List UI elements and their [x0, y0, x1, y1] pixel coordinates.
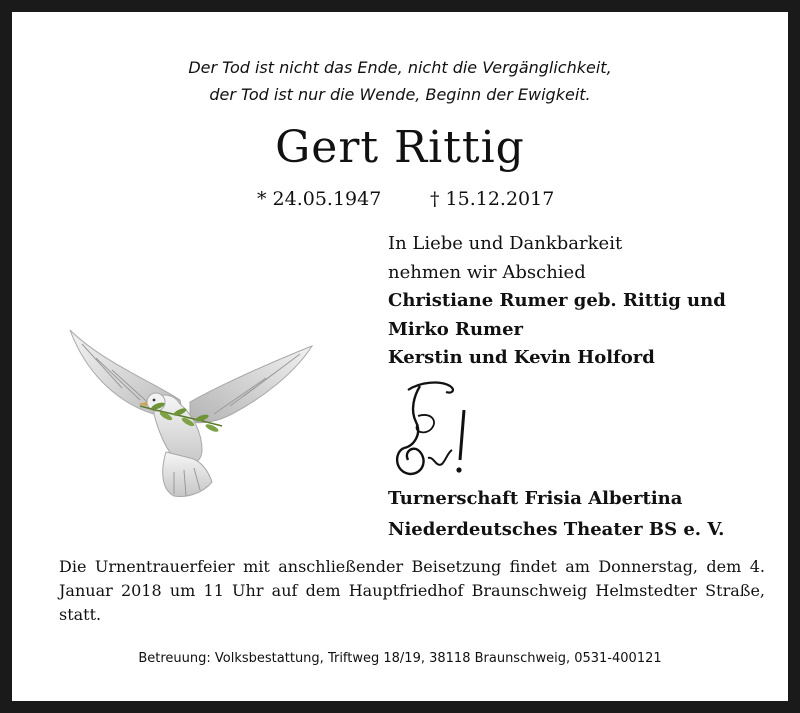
birth-date: * 24.05.1947 [257, 188, 382, 210]
mourners-block [388, 230, 726, 373]
organization-name: Turnerschaft Frisia Albertina [388, 488, 683, 509]
mourner-name: Christiane Rumer geb. Rittig und [388, 290, 726, 311]
organization-name: Niederdeutsches Theater BS e. V. [388, 519, 725, 540]
motto [12, 54, 788, 108]
organizations-block [388, 483, 724, 545]
mourners-intro-2: nehmen wir Abschied [388, 261, 586, 283]
ceremony-announcement: Die Urnentrauerfeier mit anschließender Beisetzung findet am Donnerstag, dem 4. Januar 2018 um 11 Uhr auf dem Hauptfriedhof Braunschweig Helmstedter Straße, statt. [59, 557, 765, 624]
funeral-service-credit: Betreuung: Volksbestattung, Triftweg 18/19, 38118 Braunschweig, 0531-400121 [138, 651, 662, 666]
mourner-name: Mirko Rumer [388, 318, 524, 340]
deceased-name: Gert Rittig [275, 122, 525, 173]
death-date: † 15.12.2017 [430, 188, 555, 210]
mourners-intro-1: In Liebe und Dankbarkeit [388, 233, 623, 254]
motto-line-1: Der Tod ist nicht das Ende, nicht die Vergänglichkeit, [188, 58, 612, 77]
fraternity-monogram-image [390, 376, 490, 480]
motto-line-2: der Tod ist nur die Wende, Beginn der Ewigkeit. [209, 85, 591, 104]
mourner-name: Kerstin und Kevin Holford [388, 347, 655, 368]
dove-with-olive-branch-image [62, 322, 322, 502]
